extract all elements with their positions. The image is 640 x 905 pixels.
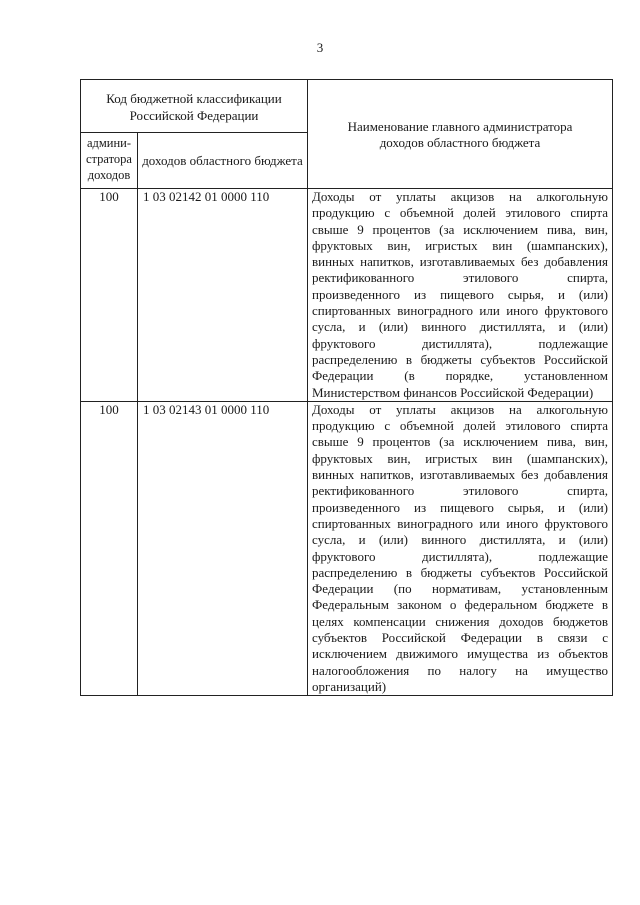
revenue-code-cell: 1 03 02143 01 0000 110 (138, 401, 308, 695)
table-header-row (81, 80, 613, 133)
header-administrator-name: Наименование главного администратора доходов областного бюджета (308, 80, 613, 189)
header-administrator-code: админи-стратора доходов (81, 133, 138, 189)
budget-classification-table (80, 79, 613, 696)
admin-code-cell: 100 (81, 401, 138, 695)
header-revenue-code: доходов областного бюджета (138, 133, 308, 189)
revenue-description-cell: Доходы от уплаты акцизов на алкогольную продукцию с объемной долей этилового спирта свыше 9 процентов (за исключением пива, вин, фруктовых вин, игристых вин (шампанских), винных напитков, изготавливаемых без добавления ректификованного этилового спирта, произведенного из пищевого сырья, и (или) спиртованных виноградного или иного фруктового сусла, и (или) винного дистиллята, и (или) фруктового дистиллята), подлежащие распределению в бюджеты субъектов Российской Федерации (в порядке, установленном Министерством финансов Российской Федерации) (308, 189, 613, 402)
revenue-description-cell: Доходы от уплаты акцизов на алкогольную продукцию с объемной долей этилового спирта свыше 9 процентов (за исключением пива, вин, фруктовых вин, игристых вин (шампанских), винных напитков, изготавливаемых без добавления ректификованного этилового спирта, произведенного из пищевого сырья, и (или) спиртованных виноградного или иного фруктового сусла, и (или) винного дистиллята, и (или) фруктового дистиллята), подлежащие распределению в бюджеты субъектов Российской Федерации (по нормативам, установленным Федеральным законом о федеральном бюджете в целях компенсации снижения доходов бюджетов субъектов Российской Федерации в связи с исключением движимого имущества из объектов налогообложения по налогу на имущество организаций) (308, 401, 613, 695)
admin-code-cell: 100 (81, 189, 138, 402)
table-row (81, 401, 613, 695)
page-number: 3 (316, 40, 324, 55)
table-row (81, 189, 613, 402)
header-classification-code: Код бюджетной классификации Российской Федерации (81, 80, 308, 133)
revenue-code-cell: 1 03 02142 01 0000 110 (138, 189, 308, 402)
